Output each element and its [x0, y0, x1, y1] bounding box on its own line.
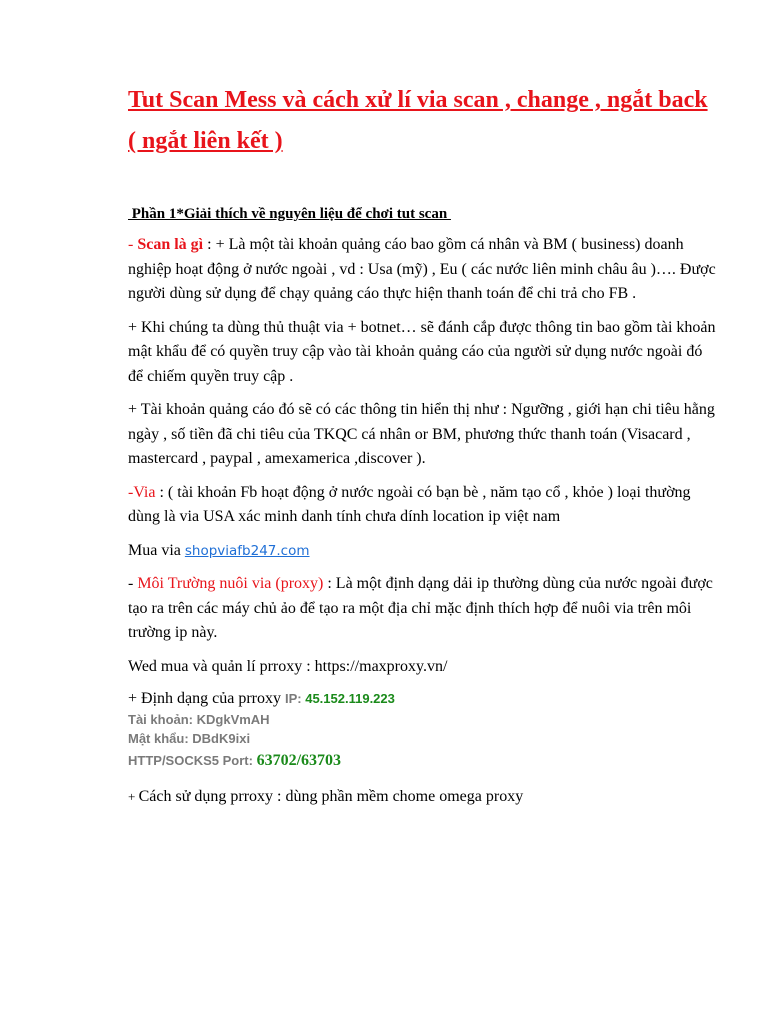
scan-paragraph — [128, 233, 718, 307]
howto-paragraph — [128, 785, 718, 810]
scan-term: Scan là gì — [137, 236, 204, 253]
via-paragraph — [128, 481, 718, 530]
proxy-dash: - — [128, 575, 138, 592]
via-term: -Via — [128, 483, 156, 501]
scan-text: : + Là một tài khoản quảng cáo bao gồm cá nhân và BM ( business) doanh nghiệp hoạt động ở nước ngoài , vd : Usa (mỹ) , Eu ( các nước liên minh châu âu )…. Được người dùng sử dụng để chạy quảng cáo thực hiện thanh toán để chi trả cho FB . — [128, 236, 716, 302]
wed-paragraph: Wed mua và quản lí prroxy : https://maxproxy.vn/ — [128, 657, 448, 675]
password-line: Mật khẩu: DBdK9ixi — [128, 731, 251, 746]
port-line — [128, 749, 718, 773]
tkqc-paragraph: + Tài khoản quảng cáo đó sẽ có các thông tin hiển thị như : Ngưỡng , giới hạn chi tiêu hằng ngày , số tiền đã chi tiêu của TKQC cá nhân or BM, phương thức thanh toán (Visacard , mastercard , paypal , amexamerica ,discover ). — [128, 401, 715, 467]
ip-label: IP: — [284, 691, 306, 706]
section-heading: Phần 1*Giải thích về nguyên liệu để chơi tut scan — [128, 206, 451, 222]
proxy-format-line — [128, 688, 718, 710]
scan-dash: - — [128, 236, 138, 253]
document-title: Tut Scan Mess và cách xử lí via scan , change , ngắt back ( ngắt liên kết ) — [128, 87, 708, 154]
proxy-text: : Là một định dạng dải ip thường dùng của nước ngoài được tạo ra trên các máy chủ ảo để tạo ra một địa chỉ mặc định thích hợp để nuôi via trên môi trường ip này. — [128, 575, 713, 641]
port-label: HTTP/SOCKS5 Port: — [128, 753, 257, 768]
port-value: 63702/63703 — [256, 752, 342, 769]
proxy-term: Môi Trường nuôi via (proxy) — [137, 575, 324, 592]
format-label: + Định dạng của prroxy — [128, 690, 285, 707]
buy-via-paragraph — [128, 539, 718, 564]
via-text: : ( tài khoản Fb hoạt động ở nước ngoài có bạn bè , năm tạo cổ , khỏe ) loại thường dùng là via USA xác minh danh tính chưa dính location ip việt nam — [128, 483, 691, 525]
howto-plus: + — [128, 789, 139, 804]
document-page — [128, 80, 718, 810]
shopviafb-link[interactable]: shopviafb247.com — [184, 542, 310, 559]
ip-value: 45.152.119.223 — [305, 691, 395, 706]
howto-text: Cách sử dụng prroxy : dùng phần mềm chome omega proxy — [138, 788, 524, 805]
buy-via-label: Mua via — [128, 541, 185, 559]
botnet-paragraph: + Khi chúng ta dùng thủ thuật via + botnet… sẽ đánh cắp được thông tin bao gồm tài khoản mật khẩu để có quyền truy cập vào tài khoản quảng cáo của người sử dụng nước ngoài đó để chiếm quyền truy cập . — [128, 318, 716, 385]
account-line: Tài khoản: KDgkVmAH — [128, 712, 270, 727]
proxy-paragraph — [128, 572, 718, 646]
